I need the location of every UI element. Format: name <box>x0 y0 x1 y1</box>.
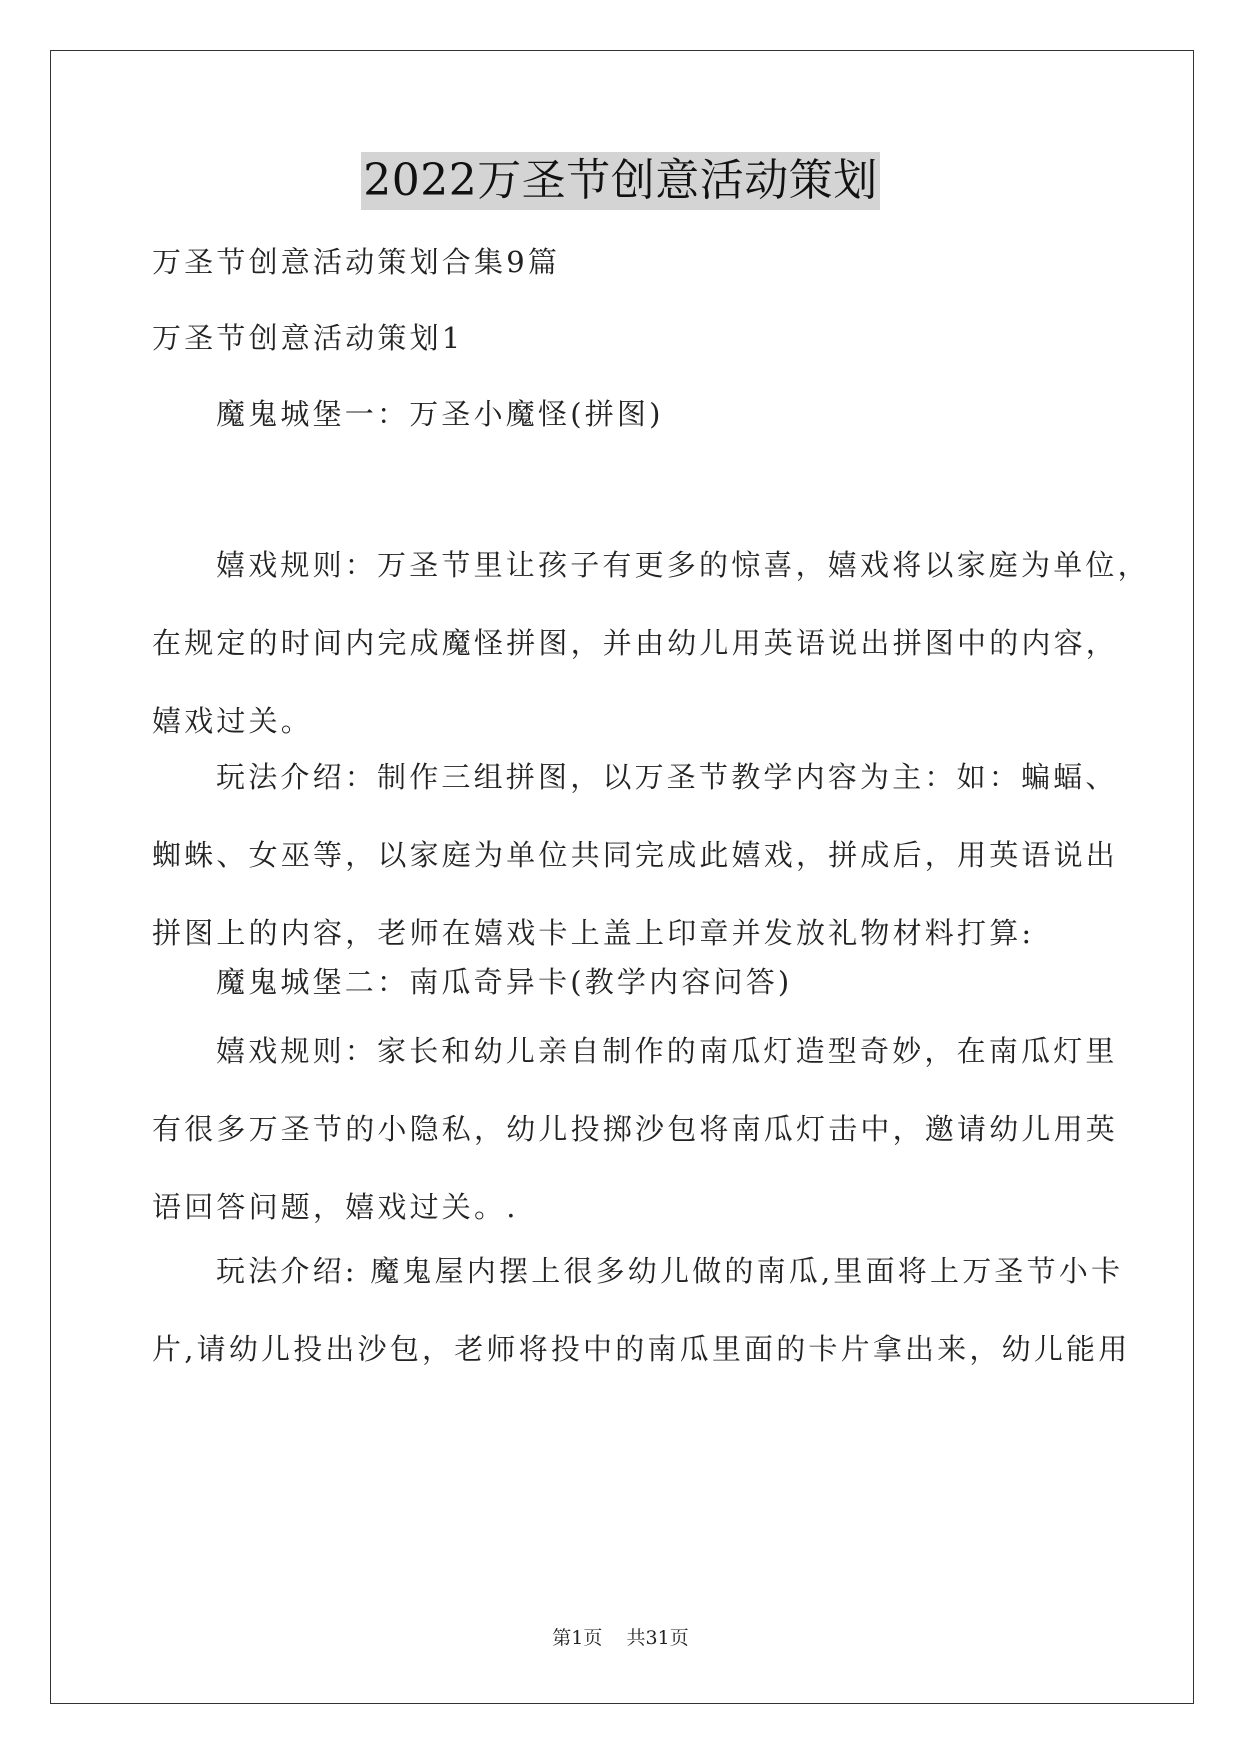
paragraph-line: 嬉戏规则：家长和幼儿亲自制作的南瓜灯造型奇妙，在南瓜灯里 <box>216 1034 1118 1068</box>
collection-subtitle: 万圣节创意活动策划合集9篇 <box>152 245 561 279</box>
title-container <box>0 152 1241 210</box>
section-title: 万圣节创意活动策划1 <box>152 321 464 355</box>
paragraph-gameplay-1 <box>152 738 1119 972</box>
paragraph-line: 片,请幼儿投出沙包，老师将投中的南瓜里面的卡片拿出来，幼儿能用 <box>152 1332 1131 1366</box>
paragraph-line: 玩法介绍：制作三组拼图，以万圣节教学内容为主：如：蝙蝠、 <box>216 760 1118 794</box>
paragraph-line: 玩法介绍: 魔鬼屋内摆上很多幼儿做的南瓜,里面将上万圣节小卡 <box>216 1254 1124 1288</box>
page-total: 共31页 <box>626 1627 689 1649</box>
document-title: 2022万圣节创意活动策划 <box>361 152 879 210</box>
page-footer <box>0 1623 1241 1650</box>
castle-two-heading: 魔鬼城堡二：南瓜奇异卡(教学内容问答) <box>216 965 793 999</box>
paragraph-game-rules-1 <box>152 526 1150 760</box>
paragraph-gameplay-2 <box>152 1232 1131 1388</box>
paragraph-game-rules-2 <box>152 1012 1119 1246</box>
castle-one-heading: 魔鬼城堡一：万圣小魔怪(拼图) <box>216 397 664 431</box>
paragraph-line: 嬉戏规则：万圣节里让孩子有更多的惊喜，嬉戏将以家庭为单位， <box>216 548 1150 582</box>
paragraph-line: 语回答问题，嬉戏过关。. <box>152 1190 519 1224</box>
paragraph-line: 在规定的时间内完成魔怪拼图，并由幼儿用英语说出拼图中的内容， <box>152 626 1119 660</box>
paragraph-line: 蜘蛛、女巫等，以家庭为单位共同完成此嬉戏，拼成后，用英语说出 <box>152 838 1119 872</box>
page-number: 第1页 <box>552 1627 603 1649</box>
paragraph-line: 嬉戏过关。 <box>152 704 314 738</box>
paragraph-line: 有很多万圣节的小隐私，幼儿投掷沙包将南瓜灯击中，邀请幼儿用英 <box>152 1112 1119 1146</box>
paragraph-line: 拼图上的内容，老师在嬉戏卡上盖上印章并发放礼物材料打算: <box>152 916 1035 950</box>
